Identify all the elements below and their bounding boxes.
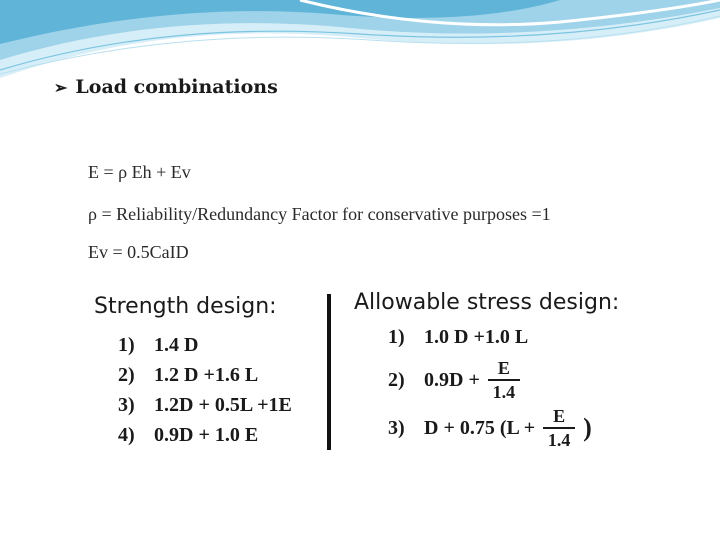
fraction-denominator: 1.4	[492, 382, 516, 402]
combo-expression: 1.0 D +1.0 L	[424, 326, 529, 348]
combo-number: 4)	[118, 424, 135, 446]
strength-combo-2	[118, 364, 258, 387]
fraction-bar	[488, 379, 520, 381]
combo-expression: D + 0.75 (L +	[424, 416, 536, 439]
formula-e: E = ρ Eh + Ev	[88, 162, 191, 182]
strength-combo-4	[118, 424, 258, 447]
asd-combo-3	[388, 406, 592, 450]
fraction-bar	[543, 427, 575, 429]
fraction-denominator: 1.4	[547, 430, 571, 450]
strength-design-title: Strength design:	[94, 294, 277, 319]
slide-heading	[54, 76, 278, 98]
asd-combo-1	[388, 326, 528, 349]
column-divider	[327, 294, 331, 450]
design-combinations-panel	[86, 284, 640, 466]
combo-expression: 0.9D + 1.0 E	[154, 424, 259, 446]
formula-block	[84, 160, 589, 266]
fraction-numerator: E	[497, 358, 510, 378]
combo-number: 2)	[388, 368, 405, 391]
combo-expression: 1.2 D +1.6 L	[154, 364, 259, 386]
combo-number: 3)	[388, 416, 405, 439]
combo-expression: 1.4 D	[154, 334, 199, 356]
combo-number: 1)	[118, 334, 135, 356]
closing-parenthesis: )	[583, 413, 592, 442]
combo-number: 1)	[388, 326, 405, 348]
fraction-e-over-1-4	[543, 406, 575, 450]
asd-combo-2	[388, 358, 524, 402]
strength-combo-1	[118, 334, 198, 357]
fraction-numerator: E	[553, 406, 566, 426]
combo-expression: 0.9D +	[424, 368, 480, 391]
combo-number: 3)	[118, 394, 135, 416]
combo-number: 2)	[118, 364, 135, 386]
strength-combo-3	[118, 394, 292, 417]
formula-rho: ρ = Reliability/Redundancy Factor for conservative purposes =1	[88, 204, 551, 224]
formula-ev: Ev = 0.5CaID	[88, 242, 189, 262]
fraction-e-over-1-4	[488, 358, 520, 402]
arrow-bullet-icon: ➢	[54, 77, 68, 97]
heading-text: Load combinations	[75, 76, 278, 98]
combo-expression: 1.2D + 0.5L +1E	[154, 394, 292, 416]
allowable-stress-design-title: Allowable stress design:	[354, 290, 620, 315]
